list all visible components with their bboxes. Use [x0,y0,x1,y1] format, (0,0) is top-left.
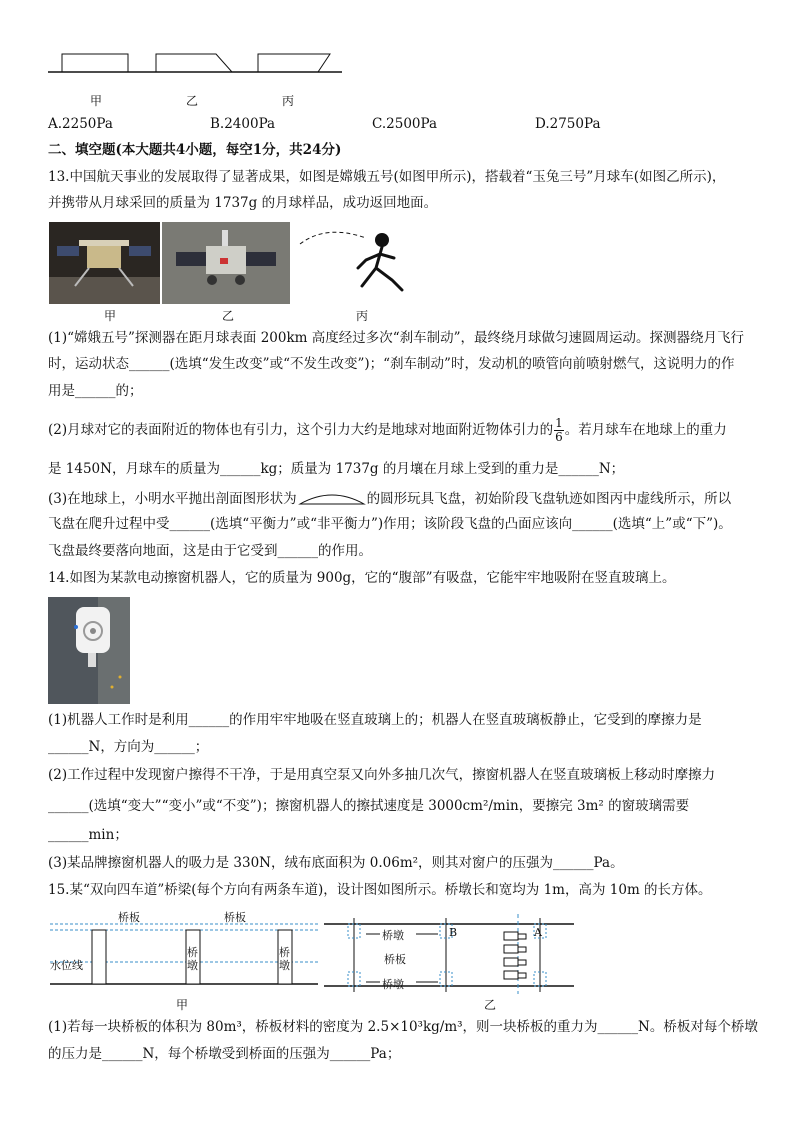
q13-stem-1: 13.中国航天事业的发展取得了显著成果，如图是嫦娥五号(如图甲所示)，搭载着“玉兔三号”月球车(如图乙所示)， [48,169,726,185]
water-level-label: 水位线 [50,959,83,972]
section-title: 二、填空题(本大题共4小题，每空1分，共24分) [48,142,342,158]
top-view-board-label: 桥板 [384,953,406,966]
photo-label-jia: 甲 [104,309,117,323]
figure-yi-caption: 乙 [484,998,497,1012]
q15-stem: 15.某“双向四车道”桥梁(每个方向有两条车道)，设计图如图所示。桥墩长和宽均为 1m，高为 10m 的长方体。 [48,882,712,898]
q13-p3-line3: 飞盘最终要落向地面，这是由于它受到______的作用。 [48,543,372,559]
q13-p1-line3: 用是______的； [48,383,143,399]
bridge-top-view [322,912,578,994]
q14-p3: (3)某品牌擦窗机器人的吸力是 330N，绒布底面积为 0.06m²，则其对窗户的压强为______Pa。 [48,855,624,871]
q14-p1-line2: ______N，方向为______； [48,739,209,755]
shape-label-bing: 丙 [282,94,295,108]
q13-p2-line2: 是 1450N，月球车的质量为______kg；质量为 1737g 的月壤在月球上受到的重力是______N； [48,461,625,477]
rover-photo [162,222,290,304]
lander-photo [49,222,160,304]
pier-label-1: 桥墩 [187,946,198,972]
q14-p2-line3: ______min； [48,827,128,843]
q13-p3-text-b: 的圆形玩具飞盘，初始阶段飞盘轨迹如图丙中虚线所示，所以 [366,491,732,507]
q13-p3-line2: 飞盘在爬升过程中受______(选填“平衡力”或“非平衡力”)作用；该阶段飞盘的凸面应该向______(选填“上”或“下”)。 [48,516,732,532]
q13-p2-line1 [48,416,727,444]
q15-p1-line1: (1)若每一块桥板的体积为 80m³，桥板材料的密度为 2.5×10³kg/m³，则一块桥板的重力为______N。桥板对每个桥墩 [48,1019,758,1035]
fraction-numerator: 1 [555,416,563,431]
frisbee-profile-icon [298,490,366,506]
shape-label-jia: 甲 [90,94,103,108]
option-b: B.2400Pa [210,116,276,132]
window-robot-photo [48,597,130,704]
q13-p2-text-b: 。若月球车在地球上的重力 [564,422,727,438]
fraction-denominator: 6 [555,430,563,444]
figure-jia-caption: 甲 [176,998,189,1012]
bridge-board-label-2: 桥板 [224,911,246,924]
top-view-pier-label-2: 桥墩 [382,978,404,991]
option-a: A.2250Pa [48,116,113,132]
top-view-pier-label-1: 桥墩 [382,929,404,942]
q13-p1-line1: (1)“嫦娥五号”探测器在距月球表面 200km 高度经过多次“刹车制动”，最终绕月球做匀速圆周运动。探测器绕月飞行 [48,330,745,346]
q15-p1-line2: 的压力是______N，每个桥墩受到桥面的压强为______Pa； [48,1046,401,1062]
frisbee-thrower-figure [296,224,416,302]
option-d: D.2750Pa [535,116,601,132]
q14-p2-line2: ______(选填“变大”“变小”或“不变”)；擦窗机器人的擦拭速度是 3000cm²/min，要擦完 3m² 的窗玻璃需要 [48,798,690,814]
q13-p2-text-a: (2)月球对它的表面附近的物体也有引力，这个引力大约是地球对地面附近物体引力的 [48,422,554,438]
q14-p2-line1: (2)工作过程中发现窗户擦得不干净，于是用真空泵又向外多抽几次气，擦窗机器人在竖直玻璃板上移动时摩擦力 [48,767,716,783]
q14-stem: 14.如图为某款电动擦窗机器人，它的质量为 900g，它的“腹部”有吸盘，它能牢牢地吸附在竖直玻璃上。 [48,570,676,586]
q13-p3-line1 [48,490,731,507]
photo-label-yi: 乙 [222,309,235,323]
shape-label-yi: 乙 [186,94,199,108]
shapes-figure [46,48,346,80]
photo-label-bing: 丙 [356,309,369,323]
bridge-board-label-1: 桥板 [118,911,140,924]
q14-p1-line1: (1)机器人工作时是利用______的作用牢牢地吸在竖直玻璃上的；机器人在竖直玻璃板静止，它受到的摩擦力是 [48,712,702,728]
q13-p1-line2: 时，运动状态______(选填“发生改变”或“不发生改变”)；“刹车制动”时，发动机的喷管向前喷射燃气，这说明力的作 [48,356,735,372]
pier-label-2: 桥墩 [279,946,290,972]
point-a-label: A [534,926,542,939]
fraction-one-sixth [554,417,564,443]
option-c: C.2500Pa [372,116,438,132]
q13-p3-text-a: (3)在地球上，小明水平抛出剖面图形状为 [48,491,297,507]
q13-stem-2: 并携带从月球采回的质量为 1737g 的月球样品，成功返回地面。 [48,195,438,211]
point-b-label: B [449,926,458,939]
